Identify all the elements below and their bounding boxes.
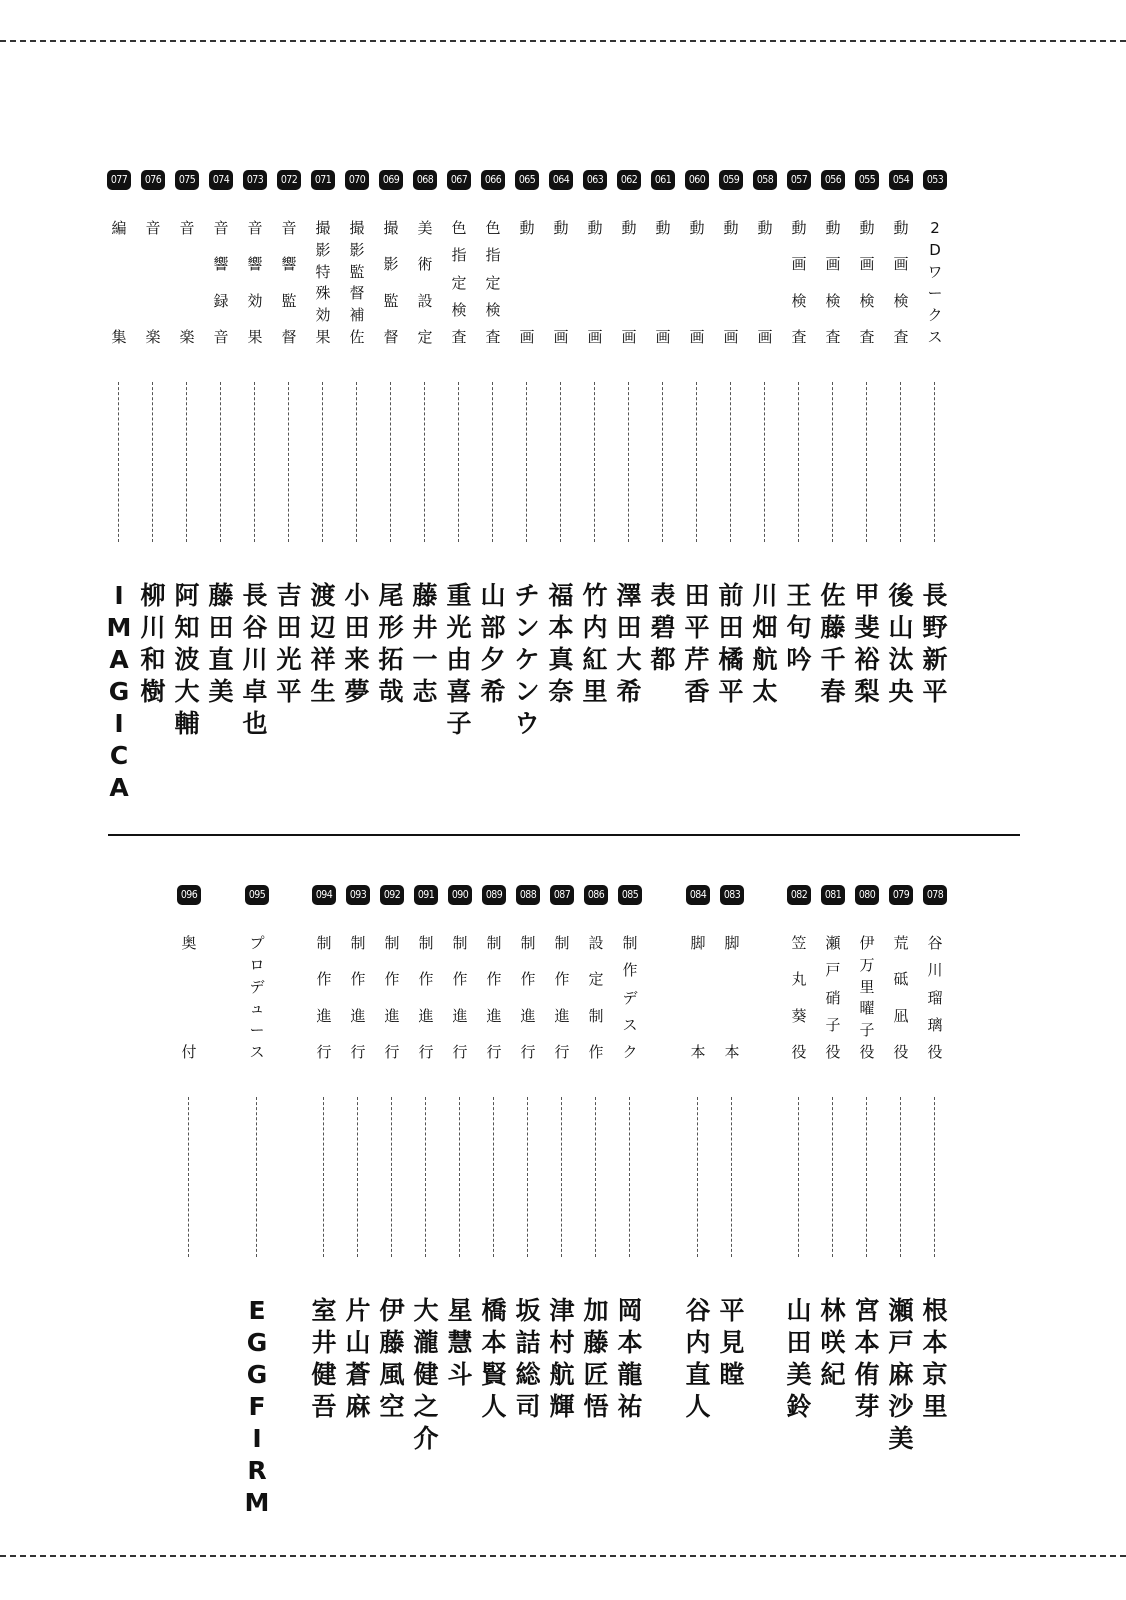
credit-name: 阿 知 波 大 輔 — [174, 581, 200, 738]
credit-role: 動 画 — [553, 219, 569, 346]
credit-name: 藤 田 直 美 — [208, 581, 234, 706]
credit-name: 長 野 新 平 — [922, 581, 948, 706]
leader-dashed-line — [256, 1097, 257, 1257]
credit-number-badge: 069 — [379, 170, 403, 190]
leader-dashed-line — [254, 382, 255, 542]
credit-name: 坂 詰 総 司 — [515, 1296, 541, 1421]
leader-dashed-line — [186, 382, 187, 542]
leader-dashed-line — [459, 1097, 460, 1257]
credit-name: 川 畑 航 太 — [752, 581, 778, 706]
credit-name: 伊 藤 風 空 — [379, 1296, 405, 1421]
leader-dashed-line — [288, 382, 289, 542]
leader-dashed-line — [356, 382, 357, 542]
credit-number-badge: 065 — [515, 170, 539, 190]
credit-role: 動 画 検 査 — [791, 219, 807, 346]
credit-role: 撮 影 監 督 — [383, 219, 399, 346]
leader-dashed-line — [832, 382, 833, 542]
credit-number-badge: 074 — [209, 170, 233, 190]
credit-number-badge: 073 — [243, 170, 267, 190]
credit-role: 脚 本 — [724, 934, 740, 1061]
credit-role: プ ロ デ ュ ー ス — [249, 934, 265, 1061]
credit-number-badge: 078 — [923, 885, 947, 905]
credit-role: 動 画 — [689, 219, 705, 346]
leader-dashed-line — [730, 382, 731, 542]
leader-dashed-line — [118, 382, 119, 542]
leader-dashed-line — [424, 382, 425, 542]
bottom-dashed-border — [0, 1555, 1126, 1557]
credit-number-badge: 093 — [346, 885, 370, 905]
credit-name: 表 碧 都 — [650, 581, 676, 674]
credit-name: 宮 本 侑 芽 — [854, 1296, 880, 1421]
credit-role: 動 画 検 査 — [825, 219, 841, 346]
leader-dashed-line — [357, 1097, 358, 1257]
leader-dashed-line — [390, 382, 391, 542]
credit-name: 前 田 橘 平 — [718, 581, 744, 706]
credit-role: 編 集 — [111, 219, 127, 346]
credit-role: 動 画 検 査 — [859, 219, 875, 346]
credit-number-badge: 086 — [584, 885, 608, 905]
credit-number-badge: 067 — [447, 170, 471, 190]
credit-name: 加 藤 匠 悟 — [583, 1296, 609, 1421]
credit-name: 澤 田 大 希 — [616, 581, 642, 706]
leader-dashed-line — [560, 382, 561, 542]
credit-role: 脚 本 — [690, 934, 706, 1061]
credit-number-badge: 059 — [719, 170, 743, 190]
credit-name: 岡 本 龍 祐 — [617, 1296, 643, 1421]
credit-role: 撮 影 特 殊 効 果 — [315, 219, 331, 346]
credit-name: 尾 形 拓 哉 — [378, 581, 404, 706]
credit-number-badge: 058 — [753, 170, 777, 190]
credit-role: 音 楽 — [145, 219, 161, 346]
credit-name: 星 慧 斗 — [447, 1296, 473, 1389]
credit-number-badge: 089 — [482, 885, 506, 905]
credit-role: 音 楽 — [179, 219, 195, 346]
leader-dashed-line — [425, 1097, 426, 1257]
leader-dashed-line — [900, 1097, 901, 1257]
leader-dashed-line — [595, 1097, 596, 1257]
leader-dashed-line — [798, 382, 799, 542]
credit-name: 片 山 蒼 麻 — [345, 1296, 371, 1421]
credit-name: 小 田 来 夢 — [344, 581, 370, 706]
credit-role: 荒 砥 凪 役 — [893, 934, 909, 1061]
leader-dashed-line — [527, 1097, 528, 1257]
credit-role: 音 響 監 督 — [281, 219, 297, 346]
credit-number-badge: 053 — [923, 170, 947, 190]
credit-number-badge: 057 — [787, 170, 811, 190]
leader-dashed-line — [493, 1097, 494, 1257]
credit-role: 撮 影 監 督 補 佐 — [349, 219, 365, 346]
credit-name: 田 平 芹 香 — [684, 581, 710, 706]
top-dashed-border — [0, 40, 1126, 42]
credit-number-badge: 085 — [618, 885, 642, 905]
credit-role: 動 画 — [655, 219, 671, 346]
credit-role: 設 定 制 作 — [588, 934, 604, 1061]
leader-dashed-line — [152, 382, 153, 542]
credit-role: 制 作 進 行 — [520, 934, 536, 1061]
leader-dashed-line — [220, 382, 221, 542]
credit-number-badge: 095 — [245, 885, 269, 905]
leader-dashed-line — [764, 382, 765, 542]
credit-name: 大 瀧 健 之 介 — [413, 1296, 439, 1453]
credit-name: 津 村 航 輝 — [549, 1296, 575, 1421]
credit-number-badge: 096 — [177, 885, 201, 905]
credit-role: 動 画 — [757, 219, 773, 346]
credit-role: 瀬 戸 硝 子 役 — [825, 934, 841, 1061]
credit-name: 林 咲 紀 — [820, 1296, 846, 1389]
credit-number-badge: 079 — [889, 885, 913, 905]
credit-role: 動 画 — [621, 219, 637, 346]
credit-name: 佐 藤 千 春 — [820, 581, 846, 706]
credit-number-badge: 061 — [651, 170, 675, 190]
credit-name: 山 田 美 鈴 — [786, 1296, 812, 1421]
credit-role: 動 画 検 査 — [893, 219, 909, 346]
credit-name: I M A G I C A — [106, 581, 132, 802]
credit-name: 橋 本 賢 人 — [481, 1296, 507, 1421]
credit-number-badge: 068 — [413, 170, 437, 190]
credit-number-badge: 063 — [583, 170, 607, 190]
credit-name: 長 谷 川 卓 也 — [242, 581, 268, 738]
credit-role: 美 術 設 定 — [417, 219, 433, 346]
credit-name: 竹 内 紅 里 — [582, 581, 608, 706]
credit-number-badge: 092 — [380, 885, 404, 905]
credit-number-badge: 088 — [516, 885, 540, 905]
credit-number-badge: 056 — [821, 170, 845, 190]
credit-name: 根 本 京 里 — [922, 1296, 948, 1421]
credit-name: E G G F I R M — [244, 1296, 270, 1517]
credit-role: 色 指 定 検 査 — [485, 219, 501, 346]
credit-number-badge: 060 — [685, 170, 709, 190]
credit-role: 2 D ワ ー ク ス — [927, 219, 943, 346]
credit-name: 後 山 汰 央 — [888, 581, 914, 706]
credit-number-badge: 094 — [312, 885, 336, 905]
credit-role: 動 画 — [587, 219, 603, 346]
credit-role: 制 作 デ ス ク — [622, 934, 638, 1061]
credit-name: 福 本 真 奈 — [548, 581, 574, 706]
credit-number-badge: 075 — [175, 170, 199, 190]
credit-name: 重 光 由 喜 子 — [446, 581, 472, 738]
credit-name: 渡 辺 祥 生 — [310, 581, 336, 706]
credits-section-top — [0, 170, 1126, 802]
credit-number-badge: 066 — [481, 170, 505, 190]
credit-role: 制 作 進 行 — [316, 934, 332, 1061]
leader-dashed-line — [934, 1097, 935, 1257]
leader-dashed-line — [832, 1097, 833, 1257]
credit-number-badge: 070 — [345, 170, 369, 190]
leader-dashed-line — [697, 1097, 698, 1257]
credit-role: 動 画 — [723, 219, 739, 346]
leader-dashed-line — [866, 382, 867, 542]
credit-number-badge: 055 — [855, 170, 879, 190]
credit-name: 王 句 吟 — [786, 581, 812, 674]
leader-dashed-line — [934, 382, 935, 542]
leader-dashed-line — [900, 382, 901, 542]
credit-role: 制 作 進 行 — [384, 934, 400, 1061]
credit-number-badge: 077 — [107, 170, 131, 190]
leader-dashed-line — [866, 1097, 867, 1257]
credit-role: 制 作 進 行 — [554, 934, 570, 1061]
credit-name: 平 見 瞠 — [719, 1296, 745, 1389]
credit-role: 動 画 — [519, 219, 535, 346]
credit-number-badge: 081 — [821, 885, 845, 905]
leader-dashed-line — [526, 382, 527, 542]
credit-name: 谷 内 直 人 — [685, 1296, 711, 1421]
credits-section-bottom — [0, 885, 1126, 1517]
leader-dashed-line — [629, 1097, 630, 1257]
credit-name: 室 井 健 吾 — [311, 1296, 337, 1421]
leader-dashed-line — [798, 1097, 799, 1257]
leader-dashed-line — [594, 382, 595, 542]
section-divider — [108, 834, 1020, 836]
credit-number-badge: 072 — [277, 170, 301, 190]
credit-number-badge: 062 — [617, 170, 641, 190]
credit-name: 柳 川 和 樹 — [140, 581, 166, 706]
credit-name: 甲 斐 裕 梨 — [854, 581, 880, 706]
credit-role: 制 作 進 行 — [418, 934, 434, 1061]
credit-name: 山 部 夕 希 — [480, 581, 506, 706]
leader-dashed-line — [391, 1097, 392, 1257]
leader-dashed-line — [731, 1097, 732, 1257]
credit-name: 瀬 戸 麻 沙 美 — [888, 1296, 914, 1453]
credit-number-badge: 090 — [448, 885, 472, 905]
leader-dashed-line — [323, 1097, 324, 1257]
credit-role: 奥 付 — [181, 934, 197, 1061]
credit-role: 笠 丸 葵 役 — [791, 934, 807, 1061]
credit-role: 伊 万 里 曜 子 役 — [859, 934, 875, 1061]
leader-dashed-line — [188, 1097, 189, 1257]
credit-number-badge: 082 — [787, 885, 811, 905]
credit-number-badge: 083 — [720, 885, 744, 905]
credit-number-badge: 071 — [311, 170, 335, 190]
credit-number-badge: 087 — [550, 885, 574, 905]
credit-number-badge: 064 — [549, 170, 573, 190]
leader-dashed-line — [696, 382, 697, 542]
credit-number-badge: 084 — [686, 885, 710, 905]
credit-name: チ ン ケ ン ウ — [514, 581, 540, 738]
leader-dashed-line — [458, 382, 459, 542]
credit-role: 音 響 効 果 — [247, 219, 263, 346]
credit-role: 制 作 進 行 — [350, 934, 366, 1061]
leader-dashed-line — [322, 382, 323, 542]
credit-role: 制 作 進 行 — [452, 934, 468, 1061]
leader-dashed-line — [628, 382, 629, 542]
credit-role: 音 響 録 音 — [213, 219, 229, 346]
credit-role: 色 指 定 検 査 — [451, 219, 467, 346]
credit-role: 谷 川 瑠 璃 役 — [927, 934, 943, 1061]
credit-name: 吉 田 光 平 — [276, 581, 302, 706]
credit-number-badge: 080 — [855, 885, 879, 905]
credit-role: 制 作 進 行 — [486, 934, 502, 1061]
credit-number-badge: 076 — [141, 170, 165, 190]
credit-name: 藤 井 一 志 — [412, 581, 438, 706]
leader-dashed-line — [561, 1097, 562, 1257]
leader-dashed-line — [662, 382, 663, 542]
credit-number-badge: 091 — [414, 885, 438, 905]
leader-dashed-line — [492, 382, 493, 542]
credit-number-badge: 054 — [889, 170, 913, 190]
